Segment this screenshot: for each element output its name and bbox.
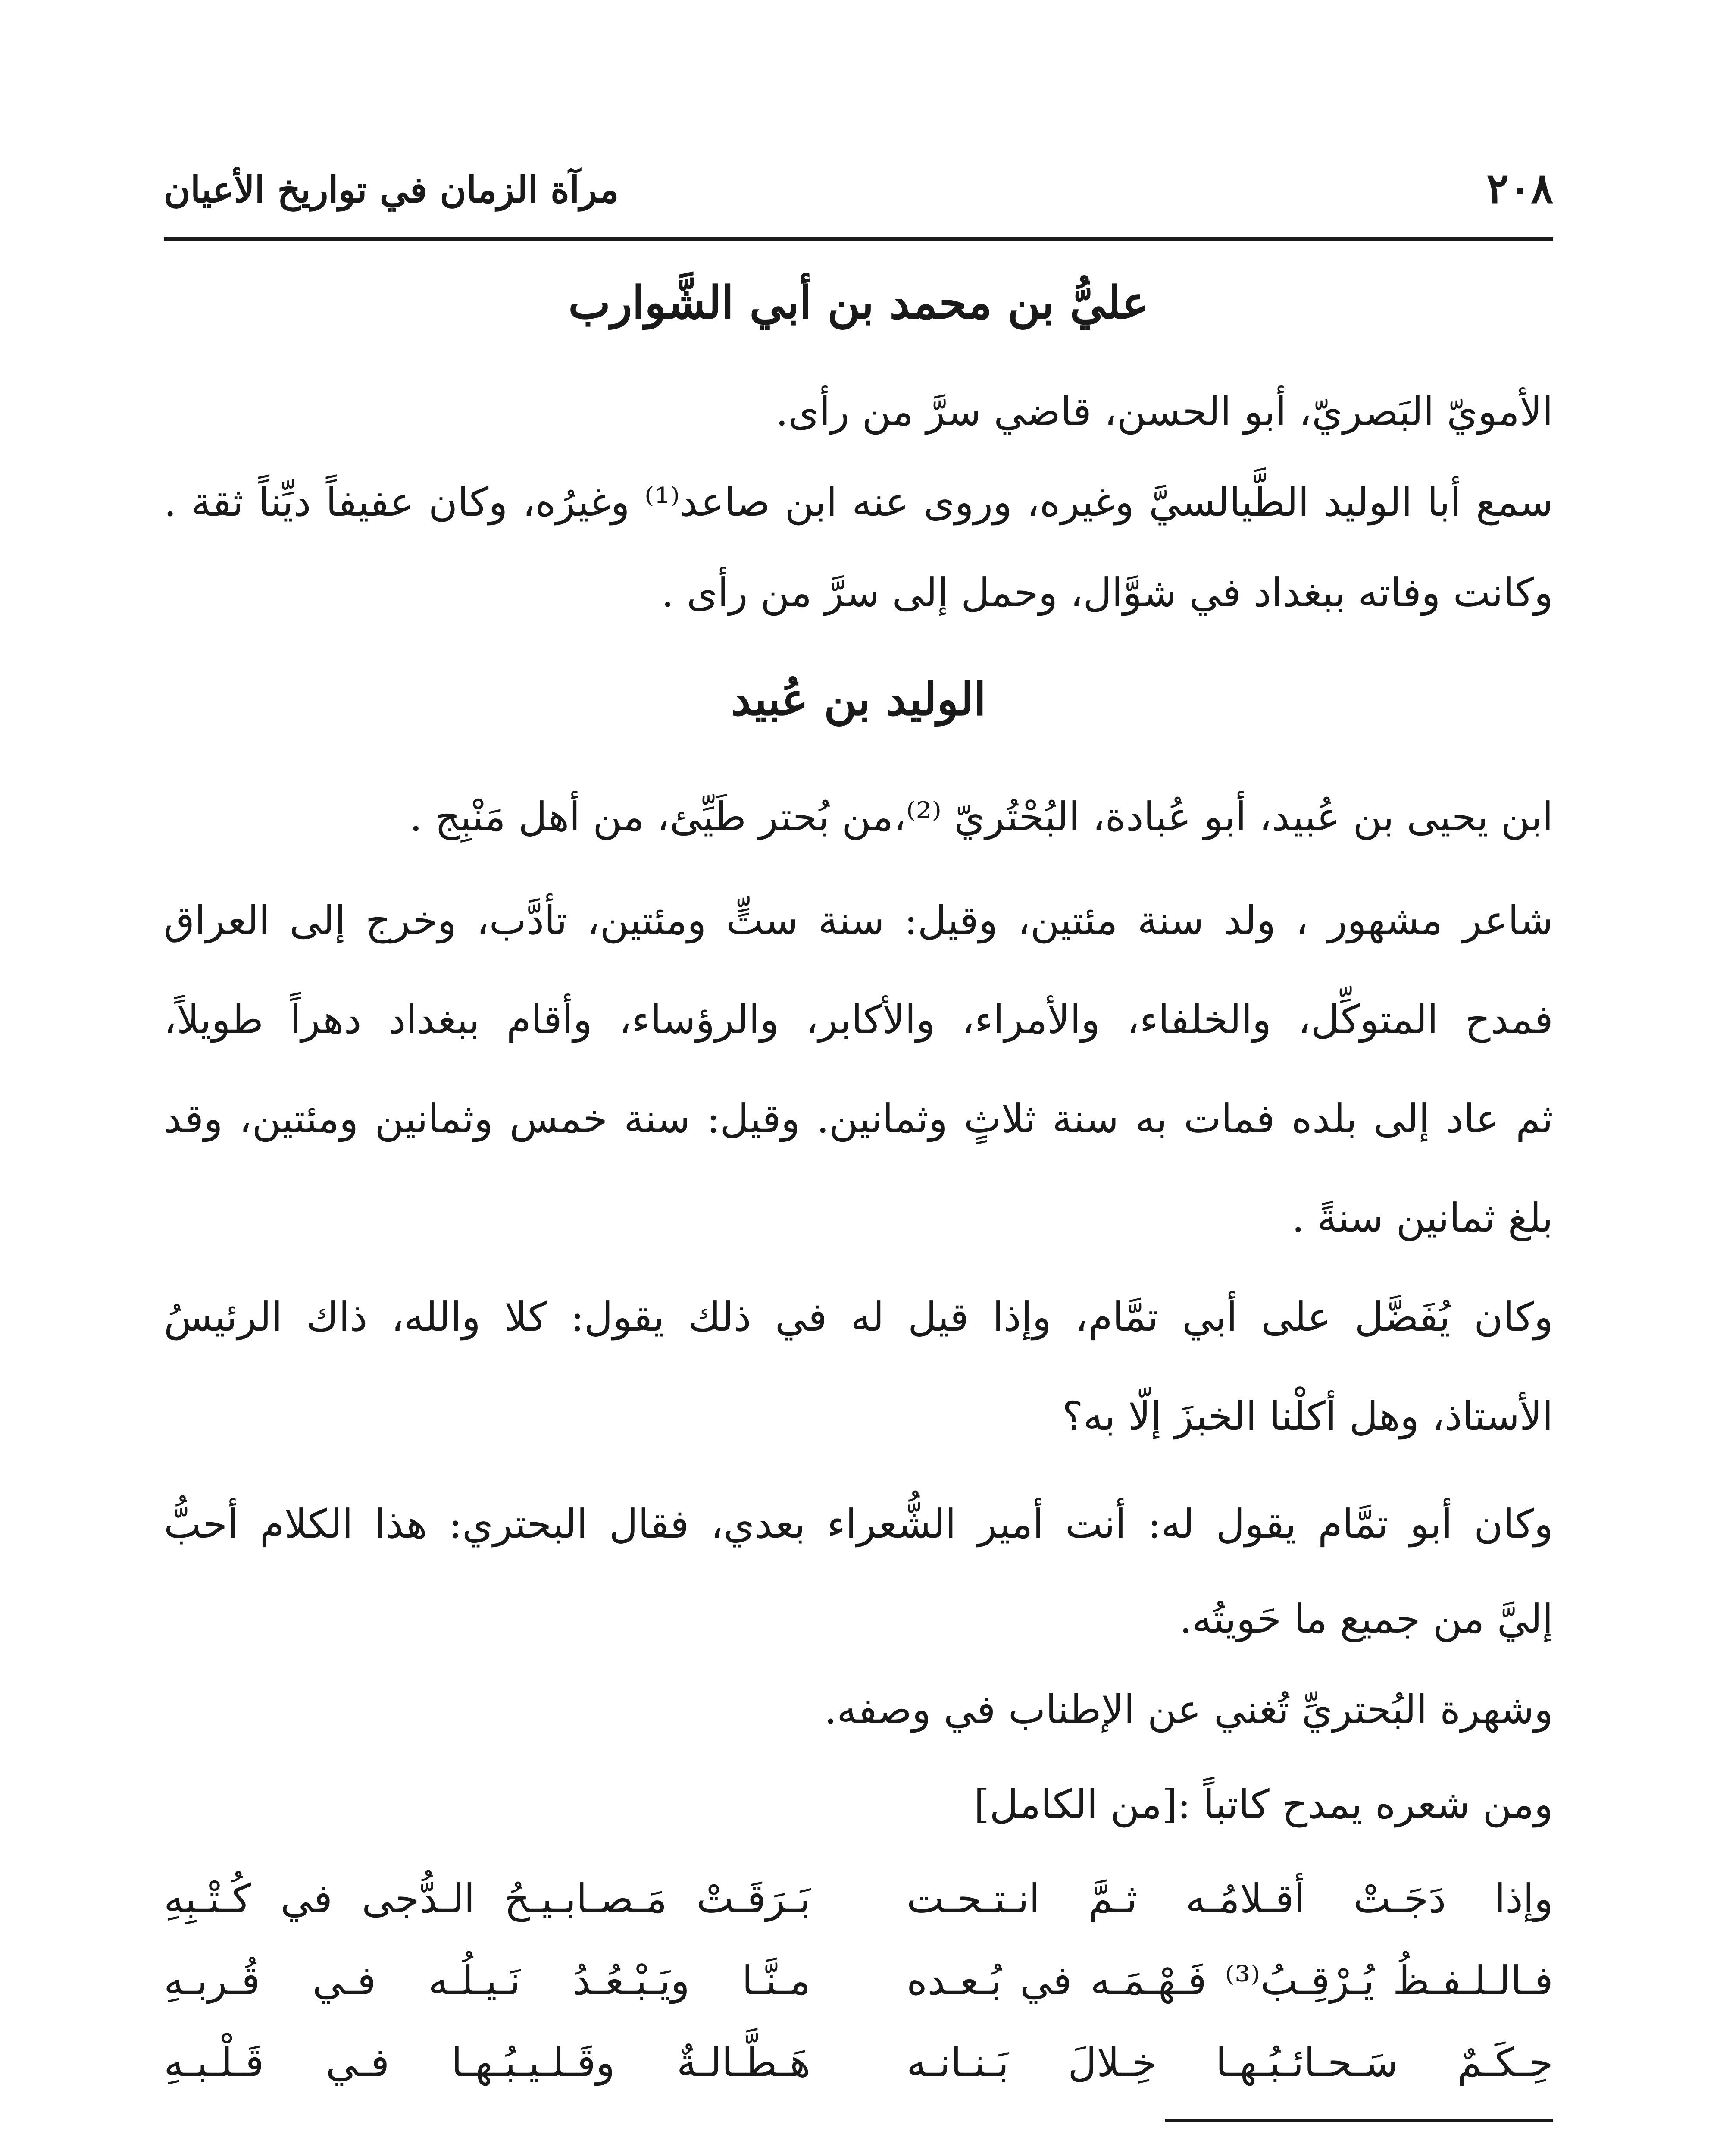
text-line: وكانت وفاته ببغداد في شوَّال، وحمل إلى سرَّ من رأى . (661, 570, 1553, 616)
footnote-divider (1165, 2119, 1553, 2122)
text-line: شاعر مشهور ، ولد سنة مئتين، وقيل: سنة ستٍّ ومئتين، تأدَّب، وخرج إلى العراق (164, 897, 1553, 943)
text-line: بلغ ثمانين سنةً . (1292, 1195, 1553, 1241)
text-line: ومن شعره يمدح كاتباً :[من الكامل] (974, 1781, 1553, 1827)
biography-heading-walid: الوليد بن عُبيد (731, 673, 986, 726)
text-line: الأمويّ البَصريّ، أبو الحسن، قاضي سرَّ من رأى. (776, 389, 1553, 435)
poem-hemistich-first: فـالـلـفـظُ يُـرْقِـبُ⁽³⁾ فَـهْـمَـه في بُـعـده (907, 1958, 1553, 2004)
text-line: وشهرة البُحتريِّ تُغني عن الإطناب في وصفه. (824, 1686, 1553, 1733)
poem-hemistich-first: حِـكَـمٌ سَـحـائـبُـهـا خِـلالَ بَـنـانـه (907, 2040, 1553, 2086)
poem-hemistich-first: وإذا دَجَـتْ أقـلامُـه ثـمَّ انـتـحـت (907, 1876, 1553, 1922)
text-line: إليَّ من جميع ما حَويتُه. (1179, 1596, 1553, 1642)
text-line: ابن يحيى بن عُبيد، أبو عُبادة، البُحْتُريّ ⁽²⁾،من بُحتر طَيِّئ، من أهل مَنْبِج . (410, 794, 1553, 840)
book-title: مرآة الزمان في تواريخ الأعيان (164, 168, 619, 211)
text-line: ثم عاد إلى بلده فمات به سنة ثلاثٍ وثمانين. وقيل: سنة خمس وثمانين ومئتين، وقد (164, 1096, 1553, 1142)
poem-hemistich-second: هَـطَّـالـةٌ وقَـلـيـبُـهـا فـي قَـلْـبـهِ (164, 2040, 810, 2086)
biography-heading-ali: عليُّ بن محمد بن أبي الشَّوارب (568, 276, 1149, 329)
text-line: فمدح المتوكِّل، والخلفاء، والأمراء، والأكابر، والرؤساء، وأقام ببغداد دهراً طويلاً، (164, 997, 1553, 1043)
running-header (164, 151, 1553, 241)
text-line: سمع أبا الوليد الطَّيالسيَّ وغيره، وروى عنه ابن صاعد⁽¹⁾ وغيرُه، وكان عفيفاً ديِّناً ثقة . (164, 479, 1554, 525)
poem-hemistich-second: مـنَّـا ويَـبْـعُـدُ نَـيـلُـه فـي قُـربـهِ (164, 1958, 810, 2004)
text-line: وكان يُفَضَّل على أبي تمَّام، وإذا قيل له في ذلك يقول: كلا والله، ذاك الرئيسُ (164, 1294, 1553, 1340)
text-line: وكان أبو تمَّام يقول له: أنت أمير الشُّعراء بعدي، فقال البحتري: هذا الكلام أحبُّ (164, 1501, 1553, 1547)
poem-hemistich-second: بَـرَقَـتْ مَـصـابـيـحُ الـدُّجى في كُـتْـبِهِ (164, 1876, 810, 1922)
page-number: ٢٠٨ (1486, 164, 1553, 213)
text-line: الأستاذ، وهل أكلْنا الخبزَ إلّا به؟ (1062, 1393, 1553, 1439)
